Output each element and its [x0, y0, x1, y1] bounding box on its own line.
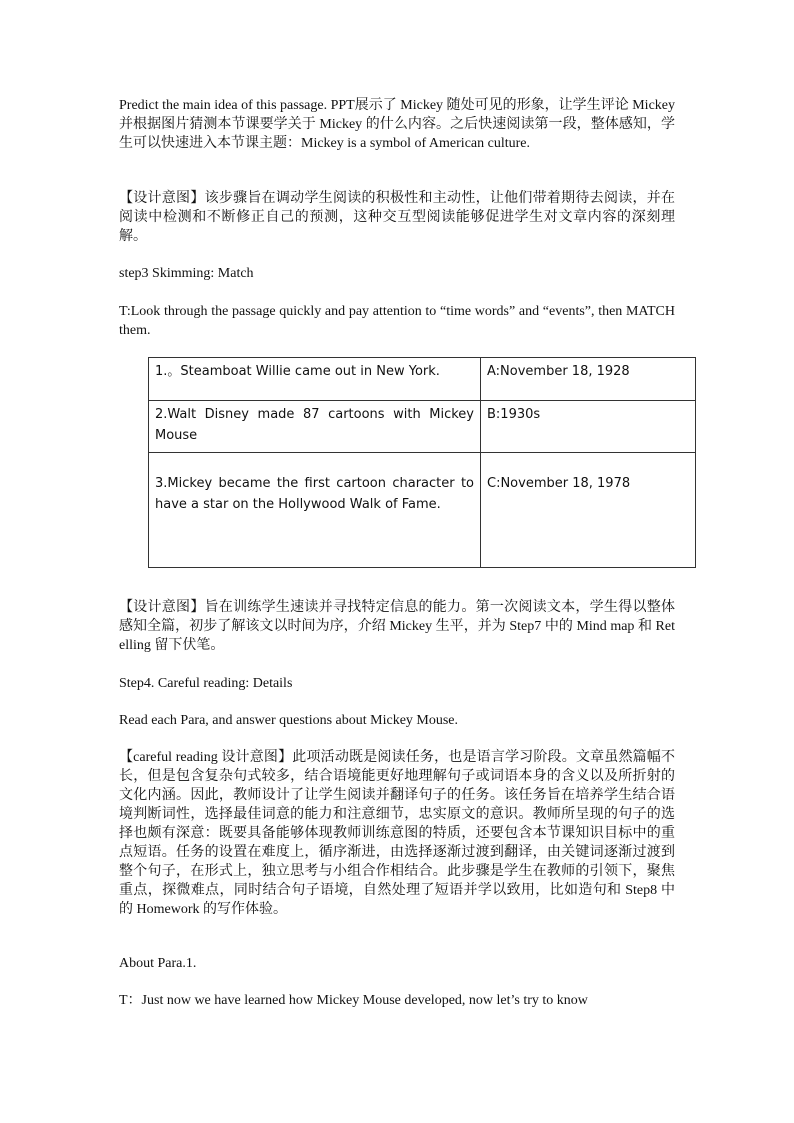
paragraph-match-instruction: T:Look through the passage quickly and pay attention to “time words” and “events”, then MATCH them.: [119, 304, 675, 338]
time-cell: C:November 18, 1978: [481, 453, 696, 568]
paragraph-read-instruction: Read each Para, and answer questions about Mickey Mouse.: [119, 713, 459, 728]
paragraph-design-intent-2: 【设计意图】旨在训练学生速读并寻找特定信息的能力。第一次阅读文本，学生得以整体感知全篇，初步了解该文以时间为序，介绍 Mickey 生平，并为 Step7 中的 Mind map 和 Retelling 留下伏笔。: [119, 600, 675, 653]
table-row: [149, 401, 696, 453]
paragraph-predict: Predict the main idea of this passage. PPT展示了 Mickey 随处可见的形象，让学生评论 Mickey 并根据图片猜测本节课要学关于 Mickey 的什么内容。之后快速阅读第一段，整体感知，学生可以快速进入本节课主题：Mickey is a symbol of American culture.: [119, 98, 675, 151]
event-cell: 3.Mickey became the first cartoon character to have a star on the Hollywood Walk of Fame.: [149, 453, 481, 568]
event-cell: 2.Walt Disney made 87 cartoons with Mickey Mouse: [149, 401, 481, 453]
paragraph-teacher-prompt: T：Just now we have learned how Mickey Mouse developed, now let’s try to know: [119, 993, 588, 1008]
time-cell: B:1930s: [481, 401, 696, 453]
heading-about-para1: About Para.1.: [119, 956, 197, 971]
time-cell: A:November 18, 1928: [481, 358, 696, 401]
heading-step3-skimming: step3 Skimming: Match: [119, 266, 254, 281]
event-cell: 1.。Steamboat Willie came out in New York.: [149, 358, 481, 401]
match-table: [148, 357, 696, 568]
table-row: [149, 358, 696, 401]
heading-step4-careful-reading: Step4. Careful reading: Details: [119, 676, 293, 691]
table-row: [149, 453, 696, 568]
paragraph-design-intent-1: 【设计意图】该步骤旨在调动学生阅读的积极性和主动性，让他们带着期待去阅读，并在阅读中检测和不断修正自己的预测，这种交互型阅读能够促进学生对文章内容的深刻理解。: [119, 191, 675, 244]
paragraph-careful-reading-intent: 【careful reading 设计意图】此项活动既是阅读任务，也是语言学习阶段。文章虽然篇幅不长，但是包含复杂句式较多，结合语境能更好地理解句子或词语本身的含义以及所折射的文化内涵。因此，教师设计了让学生阅读并翻译句子的任务。该任务旨在培养学生结合语境判断词性，选择最佳词意的能力和注意细节，忠实原文的意识。教师所呈现的句子的选择也颇有深意：既要具备能够体现教师训练意图的特质，还要包含本节课知识目标中的重点短语。任务的设置在难度上，循序渐进，由选择逐渐过渡到翻译，由关键词逐渐过渡到整个句子，在形式上，独立思考与小组合作相结合。此步骤是学生在教师的引领下，聚焦重点，探微难点，同时结合句子语境，自然处理了短语并学以致用，比如造句和 Step8 中的 Homework 的写作体验。: [119, 750, 675, 917]
